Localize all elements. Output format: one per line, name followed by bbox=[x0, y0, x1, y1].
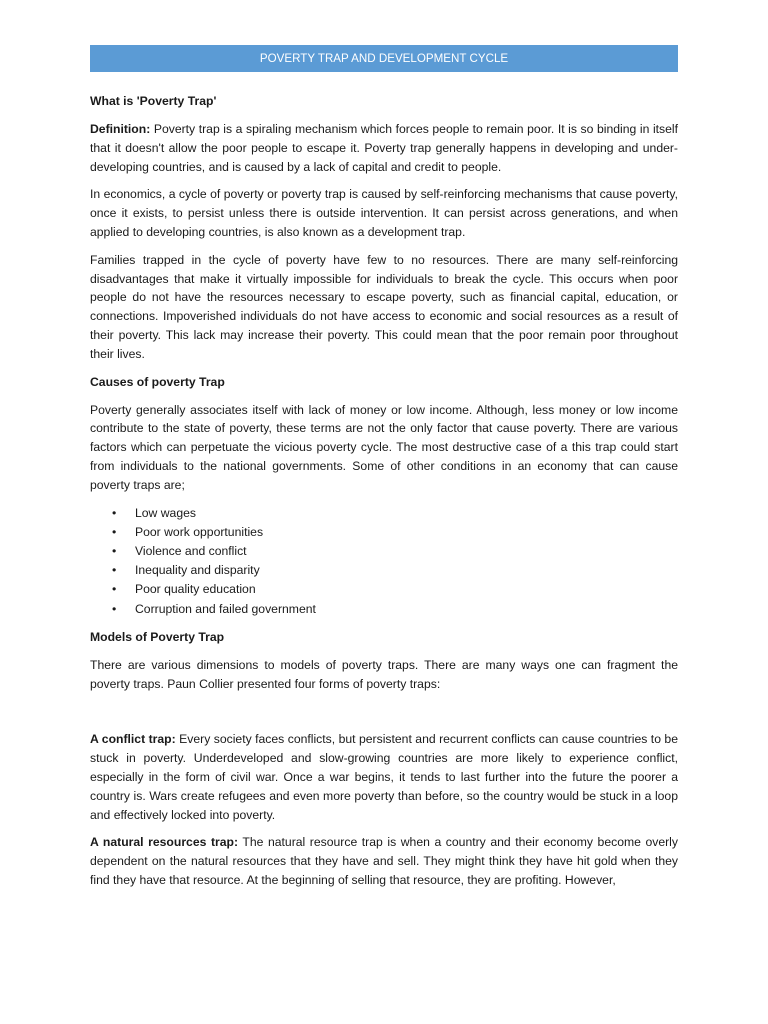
list-item bbox=[90, 504, 678, 523]
paragraph-causes: Poverty generally associates itself with lack of money or low income. Although, less money or low income contribute to the state of poverty, these terms are not the only factor that cause poverty. There are various factors which can perpetuate the vicious poverty cycle. The most destructive case of a this trap could start from individuals to the national governments. Some of other conditions in an economy that can cause poverty traps are; bbox=[90, 402, 678, 492]
definition-text: Poverty trap is a spiraling mechanism which forces people to remain poor. It is so binding in itself that it doesn't allow the poor people to escape it. Poverty trap generally happens in developing and under-developing countries, and is caused by a lack of capital and credit to people. bbox=[90, 122, 678, 174]
paragraph-conflict-trap bbox=[90, 730, 678, 824]
list-item-text: Violence and conflict bbox=[135, 543, 247, 558]
list-item bbox=[90, 600, 678, 619]
conflict-trap-lead: A conflict trap: bbox=[90, 732, 176, 747]
paragraph-economics: In economics, a cycle of poverty or poverty trap is caused by self-reinforcing mechanisms that cause poverty, once it exists, to persist unless there is outside intervention. It can persist across generations, and when applied to developing countries, is also known as a development trap. bbox=[90, 187, 678, 239]
bullet-icon: • bbox=[112, 524, 117, 539]
definition-lead: Definition: bbox=[90, 122, 151, 136]
list-item-text: Corruption and failed government bbox=[135, 601, 316, 616]
document-title: POVERTY TRAP AND DEVELOPMENT CYCLE bbox=[90, 45, 678, 72]
section-heading-models: Models of Poverty Trap bbox=[90, 629, 225, 644]
list-item bbox=[90, 561, 678, 580]
list-item bbox=[90, 580, 678, 599]
natural-resources-trap-text: The natural resource trap is when a country and their economy become overly dependent on the natural resources that they have and sell. They might think they have hit gold when they find they have that resource. At the beginning of selling that resource, they are profiting. However, bbox=[90, 835, 678, 887]
bullet-icon: • bbox=[112, 543, 117, 558]
section-heading-what-is: What is 'Poverty Trap' bbox=[90, 94, 217, 108]
causes-list bbox=[90, 504, 678, 619]
bullet-icon: • bbox=[112, 505, 117, 520]
list-item-text: Poor work opportunities bbox=[135, 524, 264, 539]
list-item-text: Low wages bbox=[135, 505, 196, 520]
conflict-trap-text: Every society faces conflicts, but persistent and recurrent conflicts can cause countries to be stuck in poverty. Underdeveloped and slow-growing countries are more likely to experience conflict, especially in the form of civil war. Once a war begins, it tends to last further into the future the poorer a country is. Wars create refugees and even more poverty than before, so the country would be stuck in a loop and effectively locked into poverty. bbox=[90, 732, 678, 822]
bullet-icon: • bbox=[112, 563, 117, 578]
list-item-text: Poor quality education bbox=[135, 582, 256, 597]
list-item bbox=[90, 542, 678, 561]
bullet-icon: • bbox=[112, 601, 117, 616]
blank-space bbox=[90, 702, 678, 730]
paragraph-natural-resources-trap bbox=[90, 833, 678, 889]
list-item-text: Inequality and disparity bbox=[135, 563, 260, 578]
paragraph-definition bbox=[90, 120, 678, 176]
natural-resources-trap-lead: A natural resources trap: bbox=[90, 835, 239, 850]
list-item bbox=[90, 523, 678, 542]
bullet-icon: • bbox=[112, 582, 117, 597]
paragraph-families: Families trapped in the cycle of poverty have few to no resources. There are many self-reinforcing disadvantages that make it virtually impossible for individuals to break the cycle. This occurs when poor people do not have the resources necessary to escape poverty, such as financial capital, education, or connections. Impoverished individuals do not have access to economic and social resources as a result of their poverty. This lack may increase their poverty. This could mean that the poor remain poor throughout their lives. bbox=[90, 252, 678, 361]
section-heading-causes: Causes of poverty Trap bbox=[90, 374, 225, 389]
paragraph-models: There are various dimensions to models of poverty traps. There are many ways one can fragment the poverty traps. Paun Collier presented four forms of poverty traps: bbox=[90, 657, 678, 691]
